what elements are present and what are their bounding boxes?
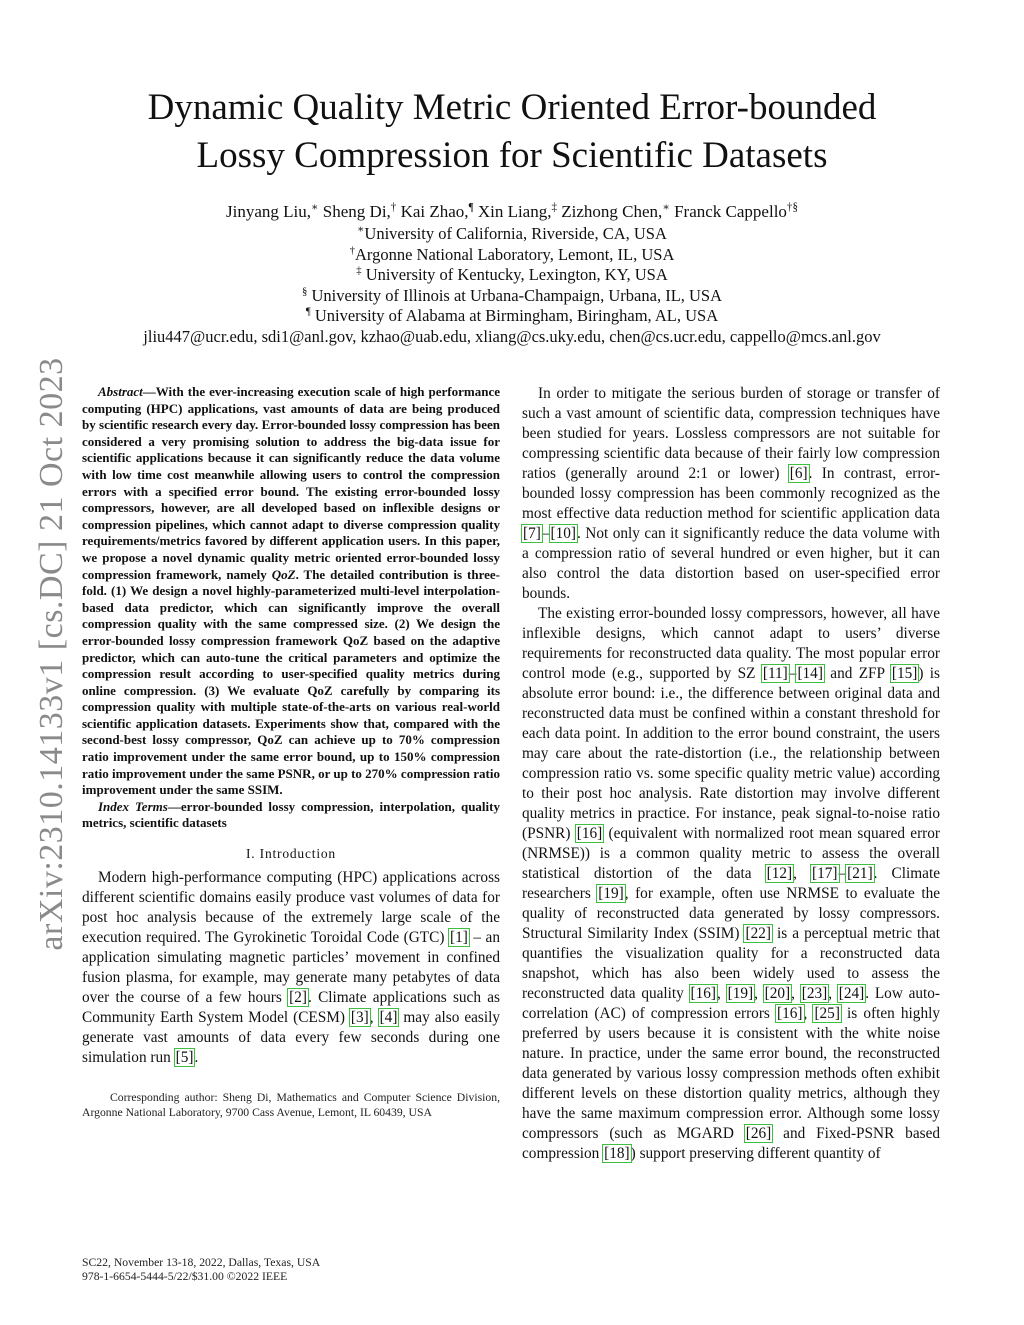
affiliation-text: University of California, Riverside, CA, USA (364, 224, 667, 243)
arxiv-identifier[interactable]: arXiv:2310.14133v1 [cs.DC] 21 Oct 2023 (33, 357, 70, 951)
abstract-text: . The detailed contribution is three-fold. (1) We design a novel highly-parameterized multi-level interpolation-based data predictor, which can significantly improve the overall compression quality with the same compressed size. (2) We design the error-bounded lossy compression framework QoZ based on the adaptive predictor, which can auto-tune the critical parameters and optimize the compression result according to user-specified quality metrics during online compression. (3) We evaluate QoZ carefully by comparing its compression quality with multiple state-of-the-arts on various real-world scientific application datasets. Experiments show that, compared with the second-best lossy compressor, QoZ can achieve up to 70% compression ratio improvement under the same error bound, up to 150% compression ratio improvement under the same PSNR, or up to 270% compression ratio improvement under the same SSIM. (82, 566, 501, 798)
author: Sheng Di, (322, 202, 391, 221)
affiliation-text: University of Kentucky, Lexington, KY, USA (361, 265, 668, 284)
citation-link[interactable]: [10] (550, 525, 576, 542)
citation-link[interactable]: [1] (449, 929, 468, 947)
affiliation-line (80, 245, 944, 266)
citation-link[interactable]: [16] (576, 825, 603, 842)
intro-paragraph (82, 868, 500, 1068)
affiliation-text: University of Alabama at Birmingham, Biringham, AL, USA (310, 306, 719, 325)
author: Franck Cappello (674, 202, 787, 221)
affiliation-line (80, 224, 944, 245)
citation-link[interactable]: [21] (847, 865, 873, 882)
affiliation-mark: ‡ (356, 264, 362, 277)
title-line-1: Dynamic Quality Metric Oriented Error-bounded (147, 87, 877, 128)
citation-link[interactable]: [17] (812, 865, 838, 882)
text-run: . Low auto-correlation (AC) of compression errors (522, 985, 941, 1022)
footer-line-1: SC22, November 13-18, 2022, Dallas, Texas, USA (82, 1256, 321, 1269)
text-run: . Climate researchers (522, 865, 940, 902)
citation-link[interactable]: [19] (598, 885, 624, 902)
paper-title (80, 84, 944, 180)
author-names (80, 200, 944, 224)
text-run: . Not only can it significantly reduce the data volume with a compression ratio of several hundred or even higher, but it can also control the data distortion based on user-specified error bounds. (522, 525, 940, 602)
affiliation-mark: ‡ (551, 201, 558, 214)
author: Kai Zhao, (400, 202, 469, 221)
section-heading-introduction: I. Introduction (246, 846, 336, 862)
affiliation-mark: † (349, 244, 355, 256)
right-column (522, 384, 940, 1164)
abstract-label: Abstract (98, 384, 143, 399)
left-column (82, 384, 500, 1120)
text-run: . In contrast, error-bounded lossy compression has been commonly recognized as the most effective data reduction method for scientific application data (522, 465, 940, 522)
intro-paragraph (522, 384, 940, 604)
text-run: (equivalent with normalized root mean squared error (NRMSE)) is a common quality metric to assess the overall statistical distortion of the data (522, 825, 940, 882)
text-run: , (793, 865, 812, 882)
affiliation-mark: ∗ (311, 201, 319, 214)
text-run: – an application simulating magnetic particles’ movement in confined fusion plasma, for example, may generate many petabytes of data over the course of a few hours (82, 929, 500, 1007)
affiliation-mark: †§ (786, 201, 798, 214)
affiliation-text: University of Illinois at Urbana-Champaign, Urbana, IL, USA (307, 285, 723, 305)
abstract-text: —With the ever-increasing execution scale of high performance computing (HPC) applications, vast amounts of data are being produced by scientific research every day. Error-bounded lossy compression has been considered a very promising solution to address the big-data issue for scientific applications because it can significantly reduce the data volume with low time cost meanwhile allowing users to control the compression errors with a specified error bound. The existing error-bounded lossy compressors, however, are all developed based on inflexible designs or compression pipelines, which cannot adapt to diverse compression quality requirements/metrics favored by different application users. In this paper, we propose a novel dynamic quality metric oriented error-bounded lossy compression framework, namely (82, 384, 500, 582)
text-run: ) is absolute error bound: i.e., the difference between original data and reconstructed data must be confined within a constant threshold for each data point. In addition to the error bound constraint, the users may care about the rate-distortion (i.e., the relationship between compression ratio vs. some specific quality metric value) according to their post hoc analysis. Rate distortion may involve different quality metrics in practice. For instance, peak signal-to-noise ratio (PSNR) (522, 665, 940, 842)
text-run: Modern high-performance computing (HPC) applications across different scientific domains easily produce vast volumes of data for post hoc analysis because of the extremely large scale of the execution required. The Gyrokinetic Toroidal Code (GTC) (82, 869, 500, 947)
affiliation-text: Argonne National Laboratory, Lemont, IL, USA (354, 244, 675, 264)
citation-link[interactable]: [2] (289, 989, 307, 1007)
intro-paragraph (522, 604, 940, 1164)
citation-link[interactable]: [3] (350, 1009, 369, 1027)
footer-line-2: 978-1-6654-5444-5/22/$31.00 ©2022 IEEE (82, 1270, 288, 1283)
affiliation-mark: † (390, 201, 397, 214)
abstract-qoz: QoZ (271, 566, 296, 582)
affiliation-mark: ¶ (305, 305, 311, 318)
citation-link[interactable]: [11] (762, 665, 788, 682)
citation-link[interactable]: [18] (604, 1145, 630, 1162)
email-list: jliu447@ucr.edu, sdi1@anl.gov, kzhao@uab.edu, xliang@cs.uky.edu, chen@cs.ucr.edu, cappello@mcs.anl.gov (143, 326, 881, 346)
index-terms-text: —error-bounded lossy compression, interpolation, quality metrics, scientific datasets (82, 798, 500, 831)
affiliation-mark: § (301, 285, 308, 297)
text-run: is a perceptual metric that quantifies the visualization quality for a reconstructed data snapshot, which has also been widely used to assess the reconstructed data quality (522, 925, 940, 1002)
author: Jinyang Liu, (226, 202, 312, 221)
text-run: . Climate applications such as Community Earth System Model (CESM) (82, 989, 501, 1027)
affiliation-line (80, 286, 944, 307)
conference-footer (82, 1256, 320, 1284)
text-run: , for example, often use NRMSE to evaluate the quality of reconstructed data generated by lossy compressors. Structural Similarity Index (SSIM) (522, 885, 941, 942)
citation-link[interactable]: [6] (789, 465, 808, 482)
text-run: . (194, 1049, 199, 1067)
citation-link[interactable]: [22] (745, 925, 771, 942)
text-run: ) support preserving different quantity of (630, 1145, 881, 1162)
citation-link[interactable]: [16] (777, 1005, 803, 1022)
text-run: – (788, 665, 797, 682)
affiliation-mark: ¶ (468, 201, 474, 214)
citation-link[interactable]: [4] (379, 1009, 398, 1027)
citation-link[interactable]: [14] (797, 665, 823, 682)
text-run: , (369, 1009, 379, 1027)
citation-link[interactable]: [16] (690, 985, 717, 1002)
text-run: may also easily generate vast amounts of data every few seconds during one simulation run (82, 1009, 500, 1067)
text-run: In order to mitigate the serious burden of storage or transfer of such a vast amount of scientific data, compression techniques have been studied for years. Lossless compressors are not suitable for compressing scientific data because of their fairly low compression ratios (generally around 2:1 or lower) (522, 385, 940, 482)
text-run: , (754, 985, 764, 1002)
text-run: , (828, 985, 838, 1002)
text-run: and Fixed-PSNR based compression (522, 1125, 941, 1162)
title-line-2: Lossy Compression for Scientific Datasets (196, 135, 828, 176)
author: Zizhong Chen, (561, 202, 663, 221)
author-block (80, 200, 944, 347)
citation-link[interactable]: [19] (727, 985, 754, 1002)
citation-link[interactable]: [5] (175, 1049, 194, 1067)
text-run: – (838, 865, 847, 882)
text-run: is often highly preferred by users because it is consistent with the white noise nature. In practice, under the same error bound, the reconstructed data generated by various lossy compression methods often exhibit different levels on these distortion quality metrics, although they have the same maximum compression error. Although some lossy compressors (such as MGARD (522, 1005, 941, 1142)
affiliation-line (80, 306, 944, 327)
citation-link[interactable]: [20] (764, 985, 791, 1002)
citation-link[interactable]: [7] (523, 525, 541, 542)
text-run: , (803, 1005, 814, 1022)
affiliation-mark: ∗ (662, 201, 670, 214)
corresponding-author-footnote: Corresponding author: Sheng Di, Mathematics and Computer Science Division, Argonne National Laboratory, 9700 Cass Avenue, Lemont, IL 60439, USA (82, 1091, 500, 1120)
index-terms-label: Index Terms (98, 798, 168, 814)
author: Xin Liang, (477, 202, 552, 221)
abstract (82, 384, 500, 799)
affiliation-line (80, 265, 944, 286)
affiliation-mark: ∗ (357, 223, 365, 236)
citation-link[interactable]: [12] (766, 865, 793, 882)
text-run: , (791, 985, 801, 1002)
text-run: , (717, 985, 727, 1002)
index-terms (82, 799, 500, 832)
citation-link[interactable]: [25] (814, 1005, 840, 1022)
text-run: and ZFP (823, 665, 891, 682)
citation-link[interactable]: [24] (838, 985, 865, 1002)
citation-link[interactable]: [23] (801, 985, 828, 1002)
citation-link[interactable]: [15] (891, 665, 918, 682)
text-run: The existing error-bounded lossy compressors, however, all have inflexible designs, which cannot adapt to users’ diverse requirements for reconstructed data quality. The most popular error control mode (e.g., supported by SZ (522, 605, 940, 682)
citation-link[interactable]: [26] (745, 1125, 772, 1142)
text-run: – (541, 525, 550, 542)
